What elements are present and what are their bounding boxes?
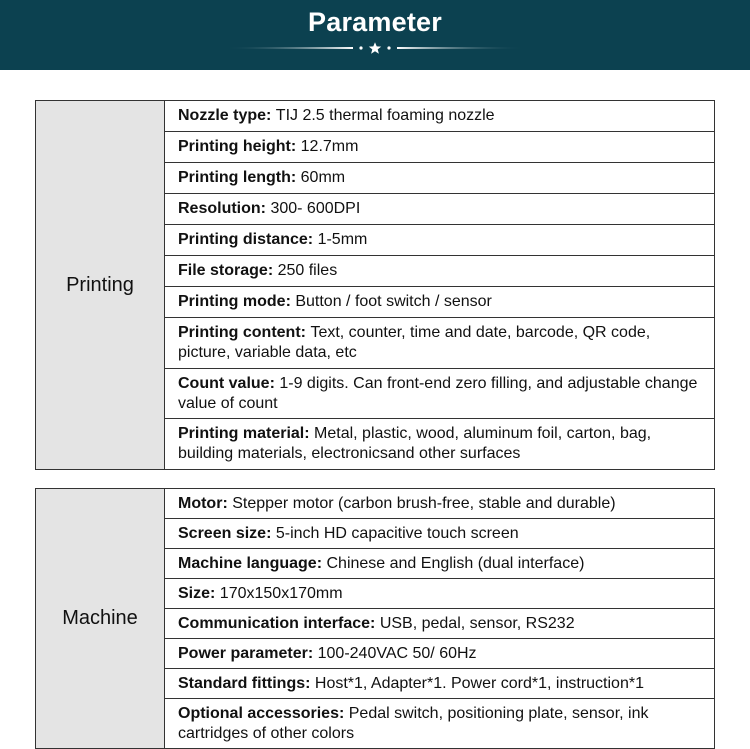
spec-key: Size bbox=[178, 584, 211, 602]
spec-value: TIJ 2.5 thermal foaming nozzle bbox=[275, 107, 495, 124]
spec-row: Printing mode: Button / foot switch / sensor bbox=[165, 287, 715, 318]
spec-value: 300- 600DPI bbox=[270, 200, 361, 217]
spec-key: Power parameter bbox=[178, 644, 308, 662]
spec-value: 12.7mm bbox=[300, 138, 359, 155]
spec-key: Machine language bbox=[178, 554, 317, 572]
star-divider-icon bbox=[225, 41, 525, 55]
spec-value: Text, counter, time and date, barcode, QR code, picture, variable data, etc bbox=[178, 324, 651, 361]
spec-row: Communication interface: USB, pedal, sensor, RS232 bbox=[165, 609, 715, 639]
spec-row: Size: 170x150x170mm bbox=[165, 579, 715, 609]
spec-key: Standard fittings bbox=[178, 674, 306, 692]
spec-key: Printing height bbox=[178, 138, 291, 155]
spec-value: 1-5mm bbox=[317, 231, 368, 248]
spec-row: Resolution: 300- 600DPI bbox=[165, 194, 715, 225]
spec-key: Resolution bbox=[178, 200, 261, 217]
spec-key: Optional accessories bbox=[178, 704, 339, 722]
spec-row: Screen size: 5-inch HD capacitive touch screen bbox=[165, 519, 715, 549]
section-label-printing: Printing bbox=[36, 101, 165, 470]
spec-value: 5-inch HD capacitive touch screen bbox=[275, 524, 519, 542]
spec-value: Pedal switch, positioning plate, sensor, ink cartridges of other colors bbox=[178, 704, 649, 742]
spec-key: Motor bbox=[178, 494, 223, 512]
spec-key: Communication interface bbox=[178, 614, 371, 632]
spec-row: Printing distance: 1-5mm bbox=[165, 225, 715, 256]
spec-value: 250 files bbox=[277, 262, 338, 279]
spec-value: 1-9 digits. Can front-end zero filling, and adjustable change value of count bbox=[178, 374, 698, 412]
spec-row: Printing material: Metal, plastic, wood, aluminum foil, carton, bag, building materials, electronicsand other surfaces bbox=[165, 419, 715, 470]
spec-row: Count value: 1-9 digits. Can front-end zero filling, and adjustable change value of count bbox=[165, 369, 715, 419]
spec-key: Printing content bbox=[178, 324, 301, 341]
spec-value: 60mm bbox=[300, 169, 346, 186]
spec-row: Motor: Stepper motor (carbon brush-free, stable and durable) bbox=[165, 489, 715, 519]
spec-row: Printing content: Text, counter, time and date, barcode, QR code, picture, variable data, etc bbox=[165, 318, 715, 369]
spec-key: Count value bbox=[178, 374, 270, 392]
spec-row: Printing height: 12.7mm bbox=[165, 132, 715, 163]
spec-value: USB, pedal, sensor, RS232 bbox=[379, 614, 575, 632]
spec-key: Nozzle type bbox=[178, 107, 267, 124]
machine-spec-table bbox=[35, 488, 715, 749]
spec-value: Button / foot switch / sensor bbox=[295, 293, 492, 310]
spec-value: 170x150x170mm bbox=[219, 584, 343, 602]
page-title: Parameter bbox=[308, 7, 442, 37]
spec-row: File storage: 250 files bbox=[165, 256, 715, 287]
page-header bbox=[0, 0, 750, 70]
spec-value: Host*1, Adapter*1. Power cord*1, instruction*1 bbox=[314, 674, 644, 692]
spec-row: Optional accessories: Pedal switch, positioning plate, sensor, ink cartridges of other colors bbox=[165, 699, 715, 749]
spec-row: Printing length: 60mm bbox=[165, 163, 715, 194]
spec-row: Machine language: Chinese and English (dual interface) bbox=[165, 549, 715, 579]
printing-spec-table bbox=[35, 100, 715, 470]
spec-row: Standard fittings: Host*1, Adapter*1. Power cord*1, instruction*1 bbox=[165, 669, 715, 699]
spec-value: Metal, plastic, wood, aluminum foil, carton, bag, building materials, electronicsand other surfaces bbox=[178, 425, 652, 462]
spec-value: 100-240VAC 50/ 60Hz bbox=[317, 644, 477, 662]
spec-key: Printing distance bbox=[178, 231, 308, 248]
spec-value: Chinese and English (dual interface) bbox=[326, 554, 585, 572]
spec-value: Stepper motor (carbon brush-free, stable and durable) bbox=[232, 494, 616, 512]
section-label-machine: Machine bbox=[36, 489, 165, 749]
spec-key: Printing material bbox=[178, 425, 305, 442]
spec-key: Printing mode bbox=[178, 293, 286, 310]
spec-key: Printing length bbox=[178, 169, 291, 186]
spec-key: File storage bbox=[178, 262, 268, 279]
spec-key: Screen size bbox=[178, 524, 267, 542]
spec-row: Power parameter: 100-240VAC 50/ 60Hz bbox=[165, 639, 715, 669]
spec-row: Nozzle type: TIJ 2.5 thermal foaming nozzle bbox=[165, 101, 715, 132]
